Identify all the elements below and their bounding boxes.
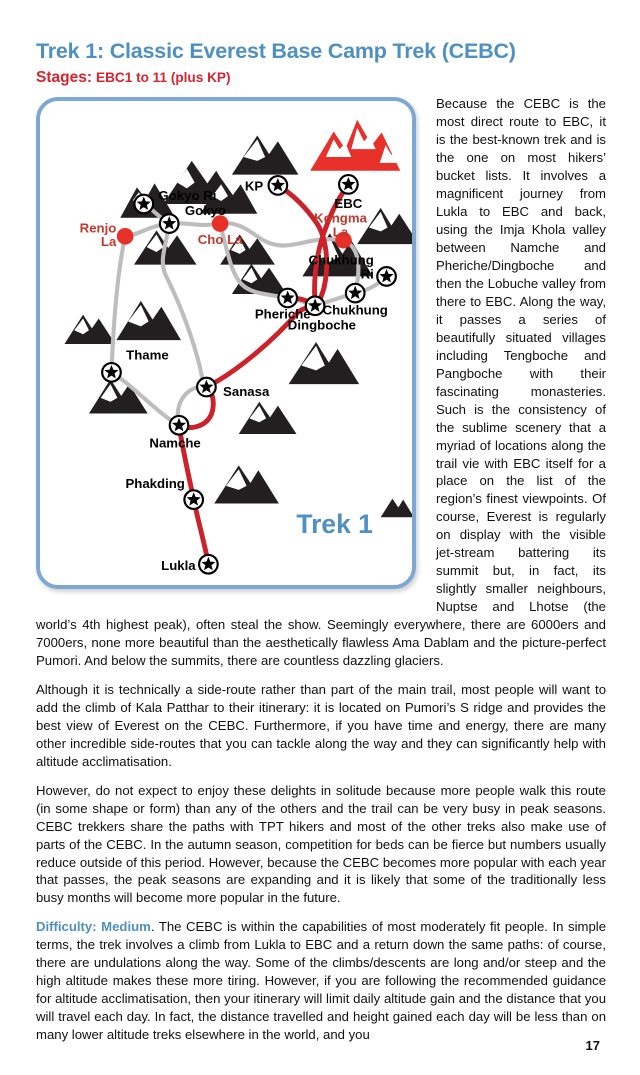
map-label-namche: Namche (149, 436, 201, 452)
difficulty-body: . The CEBC is within the capabilities of most moderately fit people. In simple terms, the trek involves a climb from Lukla to EBC and a return down the same paths: of course, there are undulations along the way. Some of the climbs/descents are long and/or steep and the high altitude makes these more tiring. However, if you are following the recommended guidance for altitude acclimatisation, then your itinerary will limit daily altitude gain and the distance that you will travel each day. In fact, the distance travelled and height gained each day will be less than on many lower altitude treks elsewhere in the world, and you (36, 919, 607, 1043)
map-label-kp: KP (244, 178, 264, 194)
map-label-gokyo: Gokyo (184, 203, 226, 219)
place-marker-sanasa (197, 378, 216, 397)
paragraph-difficulty (36, 918, 606, 1044)
map-label-gokyo-ri: Gokyo Ri (158, 188, 217, 204)
paragraph-intro: Because the CEBC is the most direct route to EBC, it is the best-known trek and is the one on most hikers’ bucket lists. It involves a magnificent journey from Lukla to EBC and back, using the Imja Khola valley between Namche and Pheriche/Dingboche and then the Lobuche valley from there to EBC. Along the way, it passes a series of beautifully situated villages including Tengboche and Pangboche with their fascinating monasteries. Such is the consistency of the sublime scenery that a myriad of locations along the trail vie with EBC itself for a place on the list of the region’s finest viewpoints. Of course, Everest is regularly on display with the visible jet-stream battering its summit but, in fact, its slightly smaller neighbours, Nuptse and Lhotse (the world’s 4th highest peak), often steal the show. Seemingly everywhere, there are 6000ers and 7000ers, none more beautiful than the aesthetically flawless Ama Dablam and the picture-perfect Pumori. And below the summits, there are countless dazzling glaciers. (36, 96, 606, 668)
place-marker-thame (102, 364, 121, 383)
map-label-chukhung: Chukhung (322, 303, 388, 319)
map-watermark: Trek 1 (296, 509, 373, 540)
place-marker-gokyo (160, 215, 179, 234)
paragraph-crowds: However, do not expect to enjoy these delights in solitude because more people walk this route (in some shape or form) than any of the others and the trail can be very busy in peak seasons. CEBC trekkers share the paths with TPT hikers and most of the other treks also make use of parts of the CEBC. In the autumn season, competition for beds can be fierce but numbers usually reduce outside of this period. However, because the CEBC becomes more popular with each year that passes, the peak seasons are expanding and it is likely that some of the traditionally less busy months will become more popular in the future. (36, 782, 606, 906)
page-number: 17 (585, 1038, 600, 1053)
place-marker-chukhung-ri (377, 268, 396, 287)
trek-map-svg (40, 101, 412, 585)
difficulty-label: Difficulty: Medium (36, 919, 151, 935)
map-label-ebc: EBC (334, 196, 363, 212)
map-label-dingboche: Dingboche (287, 317, 357, 333)
paragraph-kala-patthar: Although it is technically a side-route rather than part of the main trail, most people will want to add the climb of Kala Patthar to their itinerary: it is located on Pumori’s S ridge and provides the best view of Everest on the CEBC. Furthermore, if you have time and energy, there are many other incredible side-routes that you can tackle along the way and they can significantly help with altitude acclimatisation. (36, 681, 606, 769)
trek-map-panel (36, 97, 416, 589)
map-label-phakding: Phakding (125, 476, 185, 492)
map-label-sanasa: Sanasa (223, 384, 270, 400)
place-marker-chukhung (346, 284, 365, 303)
place-marker-phakding (184, 491, 203, 510)
place-marker-namche (170, 416, 189, 435)
place-marker-ebc (339, 176, 358, 195)
map-label-kongma-la: Kongma La (314, 211, 367, 240)
page-title: Trek 1: Classic Everest Base Camp Trek (CEBC) (36, 39, 516, 63)
place-marker-kp (269, 177, 288, 196)
everest-massif-icon (310, 120, 401, 171)
map-label-chukhung-ri: Chukhung Ri (308, 253, 374, 282)
stages-value: EBC1 to 11 (plus KP) (96, 69, 231, 85)
trek-map-figure (36, 97, 422, 595)
stages-line (36, 69, 606, 87)
place-marker-lukla (199, 555, 218, 574)
page-content (36, 40, 606, 1055)
map-label-renjo-la: Renjo La (79, 220, 117, 250)
map-label-cho-la: Cho La (197, 232, 243, 248)
place-marker-pheriche (278, 289, 297, 308)
place-marker-gokyo-ri (134, 195, 153, 214)
stages-label: Stages: (36, 68, 92, 86)
map-label-thame: Thame (126, 348, 169, 364)
map-label-lukla: Lukla (161, 558, 196, 574)
mountain-range-icons (64, 136, 412, 518)
map-label-pheriche: Pheriche (254, 306, 311, 322)
